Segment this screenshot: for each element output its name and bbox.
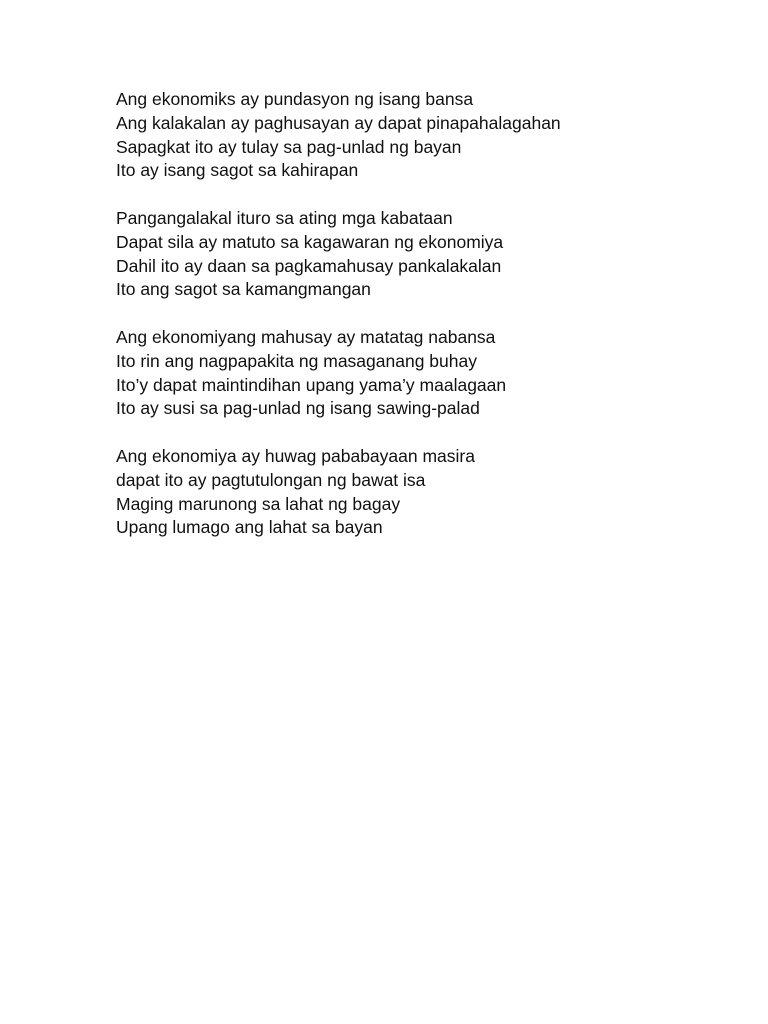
stanza-4 <box>116 445 736 540</box>
poem-line: Maging marunong sa lahat ng bagay <box>116 493 401 514</box>
poem-line: dapat ito ay pagtutulongan ng bawat isa <box>116 469 426 490</box>
poem-line: Dapat sila ay matuto sa kagawaran ng ekonomiya <box>116 231 504 252</box>
poem-line: Dahil ito ay daan sa pagkamahusay pankalakalan <box>116 255 502 276</box>
poem-line: Ito ay susi sa pag-unlad ng isang sawing-palad <box>116 398 480 419</box>
poem-line: Ito ang sagot sa kamangmangan <box>116 279 371 300</box>
poem-line: Ang kalakalan ay paghusayan ay dapat pinapahalagahan <box>116 112 561 133</box>
stanza-1 <box>116 88 736 183</box>
poem-line: Ang ekonomiks ay pundasyon ng isang bansa <box>116 89 474 109</box>
poem <box>116 88 736 564</box>
stanza-2 <box>116 207 736 302</box>
poem-line: Ito’y dapat maintindihan upang yama’y maalagaan <box>116 374 507 395</box>
poem-line: Sapagkat ito ay tulay sa pag-unlad ng bayan <box>116 136 462 157</box>
stanza-3 <box>116 326 736 421</box>
poem-line: Ito rin ang nagpapakita ng masaganang buhay <box>116 350 477 371</box>
poem-line: Ang ekonomiya ay huwag pababayaan masira <box>116 445 475 466</box>
poem-line: Upang lumago ang lahat sa bayan <box>116 517 383 538</box>
poem-line: Ito ay isang sagot sa kahirapan <box>116 160 359 181</box>
poem-line: Pangangalakal ituro sa ating mga kabataan <box>116 207 453 228</box>
poem-line: Ang ekonomiyang mahusay ay matatag nabansa <box>116 326 496 347</box>
